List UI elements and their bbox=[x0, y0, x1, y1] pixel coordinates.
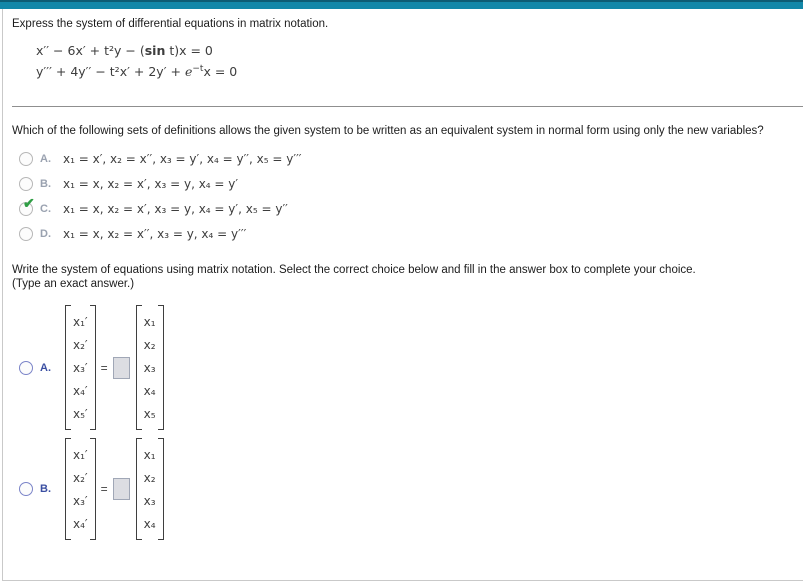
radio-matrix-choice-a[interactable] bbox=[19, 361, 33, 375]
option-b-row bbox=[19, 171, 803, 196]
option-a-label: A. bbox=[40, 152, 51, 165]
equals-sign: = bbox=[100, 360, 108, 375]
option-c-math: x₁ = x, x₂ = x′, x₃ = y, x₄ = y′, x₅ = y′′ bbox=[63, 201, 288, 216]
option-a-row bbox=[19, 146, 803, 171]
question2-instruction: Write the system of equations using matrix notation. Select the correct choice below and fill in the answer box to complete your choice. bbox=[12, 264, 696, 277]
option-b-math: x₁ = x, x₂ = x′, x₃ = y, x₄ = y′ bbox=[63, 176, 239, 191]
derivative-vector-a bbox=[65, 305, 96, 430]
derivative-vector-b bbox=[65, 438, 96, 540]
option-d-row bbox=[19, 221, 803, 246]
question1-options bbox=[19, 146, 803, 246]
matrix-entry: x₃′ bbox=[73, 493, 88, 508]
matrix-entry: x₅′ bbox=[73, 406, 88, 421]
problem-instruction: Express the system of differential equations in matrix notation. bbox=[12, 18, 329, 30]
euler-e: e bbox=[184, 64, 193, 80]
matrix-entry: x₁ bbox=[143, 447, 156, 462]
top-bar bbox=[0, 0, 803, 9]
matrix-entry: x₂ bbox=[143, 337, 156, 352]
option-b-label: B. bbox=[40, 177, 51, 190]
matrix-choice-a bbox=[19, 305, 803, 430]
matrix-entry: x₁′ bbox=[73, 447, 88, 462]
equation-system bbox=[36, 41, 803, 81]
matrix-entry: x₃ bbox=[143, 360, 156, 375]
section-divider bbox=[12, 106, 803, 107]
radio-option-b[interactable] bbox=[19, 177, 33, 191]
matrix-entry: x₄′ bbox=[73, 383, 88, 398]
matrix-choice-a-label: A. bbox=[40, 361, 51, 374]
matrix-entry: x₁′ bbox=[73, 314, 88, 329]
question2-note: (Type an exact answer.) bbox=[12, 278, 135, 291]
equals-sign: = bbox=[100, 482, 108, 497]
correct-check-icon: ✔ bbox=[23, 194, 35, 211]
equation-2: $y''' + 4y'' - t^2x' + 2y' + e^{-t}x = 0$ bbox=[36, 64, 238, 80]
matrix-entry: x₄ bbox=[143, 383, 156, 398]
radio-option-a[interactable] bbox=[19, 152, 33, 166]
matrix-answer-box-b[interactable] bbox=[113, 478, 130, 500]
matrix-choice-b-label: B. bbox=[40, 483, 51, 496]
matrix-choice-b bbox=[19, 438, 803, 540]
question2-text bbox=[12, 263, 803, 291]
matrix-entry: x₂′ bbox=[73, 337, 88, 352]
matrix-entry: x₁ bbox=[143, 314, 156, 329]
matrix-entry: x₄ bbox=[143, 516, 156, 531]
option-d-label: D. bbox=[40, 227, 51, 240]
radio-option-d[interactable] bbox=[19, 227, 33, 241]
option-a-math: x₁ = x′, x₂ = x′′, x₃ = y′, x₄ = y′′, x₅ = y′′′ bbox=[63, 151, 302, 166]
state-vector-a bbox=[136, 305, 164, 430]
option-c-row bbox=[19, 196, 803, 221]
matrix-entry: x₃ bbox=[143, 493, 156, 508]
option-c-label: C. bbox=[40, 202, 51, 215]
option-d-math: x₁ = x, x₂ = x′′, x₃ = y, x₄ = y′′′ bbox=[63, 226, 247, 241]
matrix-entry: x₂ bbox=[143, 470, 156, 485]
radio-option-c-selected[interactable] bbox=[19, 194, 35, 216]
sin-function: sin bbox=[144, 43, 166, 58]
radio-matrix-choice-b[interactable] bbox=[19, 482, 33, 496]
problem-panel bbox=[2, 9, 803, 581]
equation-1: x′′ − 6x′ + t²y − (sin t)x = 0 bbox=[36, 43, 213, 58]
matrix-entry: x₄′ bbox=[73, 516, 88, 531]
question1-text: Which of the following sets of definitions allows the given system to be written as an equivalent system in normal form using only the new variables? bbox=[12, 125, 764, 138]
matrix-entry: x₂′ bbox=[73, 470, 88, 485]
state-vector-b bbox=[136, 438, 164, 540]
matrix-answer-box-a[interactable] bbox=[113, 357, 130, 379]
matrix-entry: x₃′ bbox=[73, 360, 88, 375]
matrix-entry: x₅ bbox=[143, 406, 156, 421]
